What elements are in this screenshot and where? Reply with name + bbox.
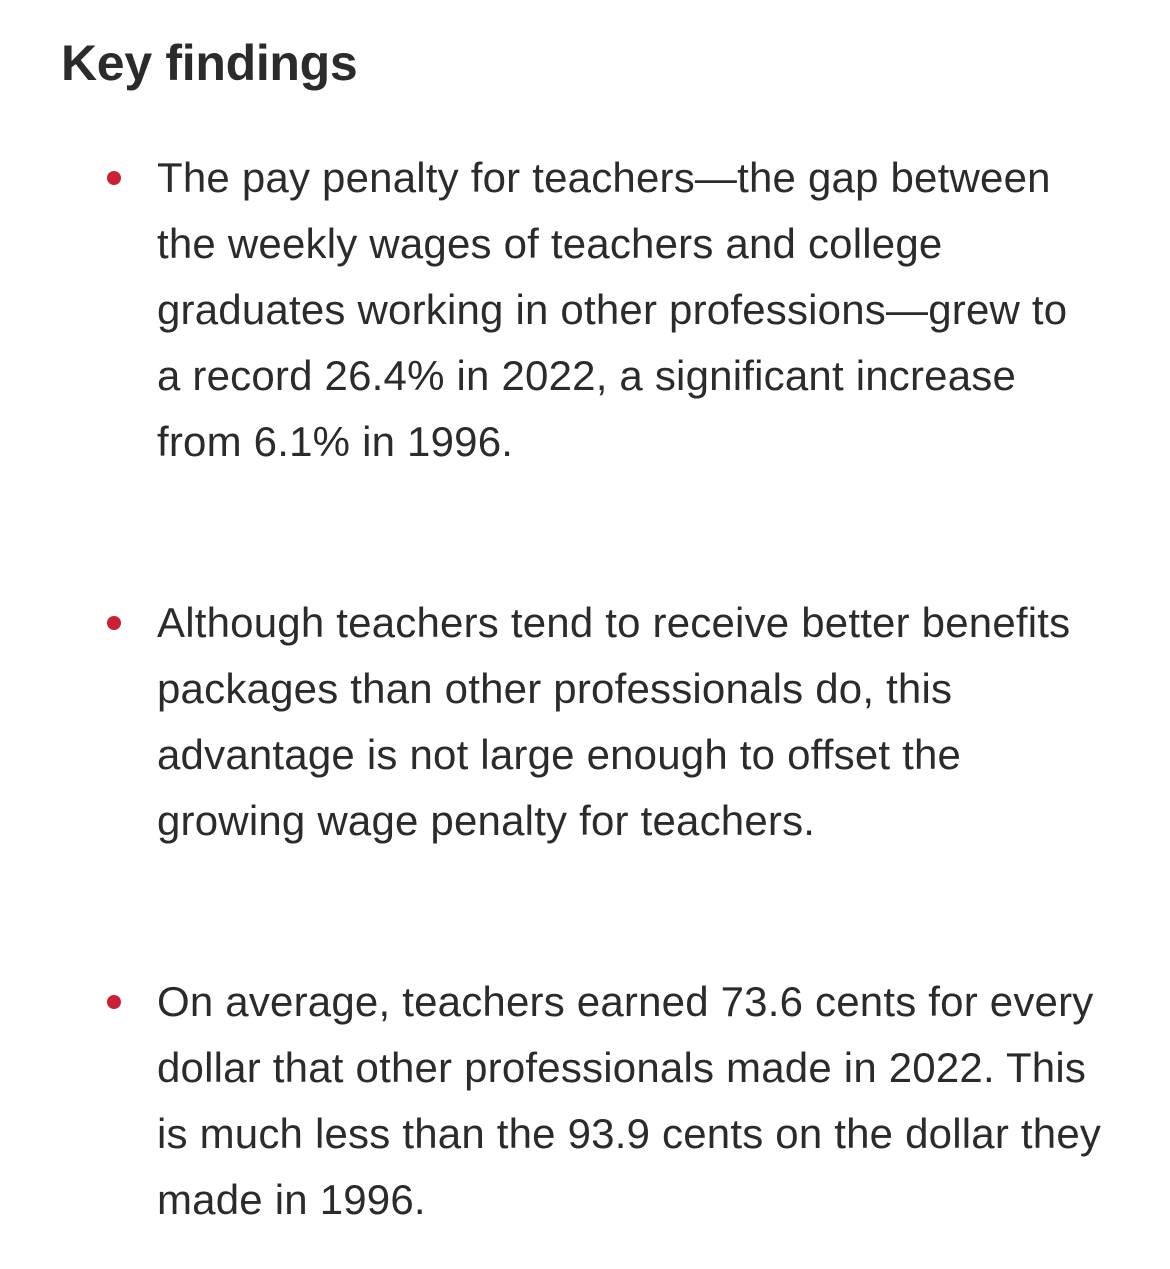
bullet-dot-icon	[107, 171, 121, 185]
section-heading: Key findings	[61, 35, 358, 91]
bullet-dot-icon	[107, 995, 121, 1009]
bullet-dot-icon	[107, 616, 121, 630]
finding-text: The pay penalty for teachers—the gap between the weekly wages of teachers and college graduates working in other professions—grew to a record 26.4% in 2022, a significant increase from 6.1% in 1996.	[157, 154, 1068, 465]
finding-text: Although teachers tend to receive better benefits packages than other professionals do, this advantage is not large enough to offset the growing wage penalty for teachers.	[157, 599, 1071, 844]
finding-text: On average, teachers earned 73.6 cents for every dollar that other professionals made in 2022. This is much less than the 93.9 cents on the dollar they made in 1996.	[157, 978, 1102, 1223]
